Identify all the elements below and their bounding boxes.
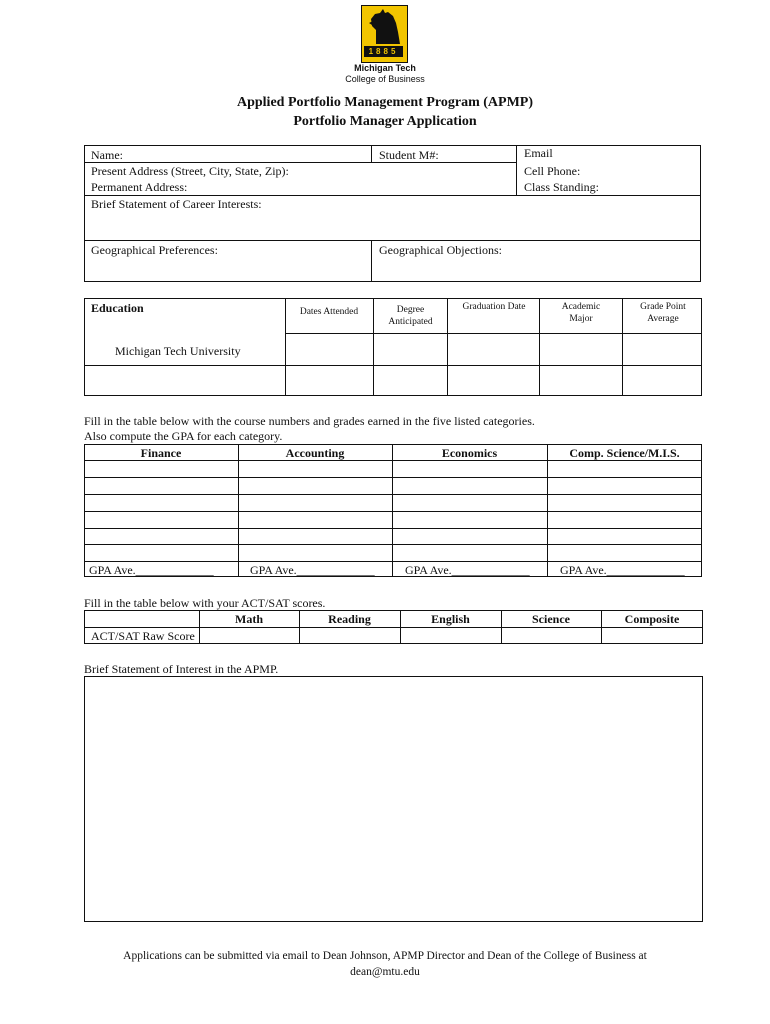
course-instructions: Fill in the table below with the course numbers and grades earned in the five listed categories. — [84, 414, 535, 428]
footer-email[interactable]: dean@mtu.edu — [350, 966, 420, 978]
permanent-address-field[interactable]: Permanent Address: — [91, 180, 188, 194]
col-science: Science — [532, 612, 570, 626]
divider — [447, 298, 448, 396]
gpa-finance[interactable]: GPA Ave._____________ — [89, 563, 214, 577]
geo-preferences-field[interactable]: Geographical Preferences: — [91, 243, 218, 257]
present-address-field[interactable]: Present Address (Street, City, State, Zip): — [91, 164, 289, 178]
divider — [84, 162, 517, 163]
student-id-field[interactable]: Student M#: — [379, 148, 439, 162]
gpa-header: Grade Point Average — [640, 302, 686, 324]
divider — [371, 145, 372, 163]
interest-label: Brief Statement of Interest in the APMP. — [84, 662, 279, 676]
divider — [84, 365, 702, 366]
education-header: Education — [91, 301, 144, 315]
divider — [84, 544, 702, 545]
col-math: Math — [235, 612, 263, 626]
career-interests-field[interactable]: Brief Statement of Career Interests: — [91, 197, 262, 211]
logo-text-university: Michigan Tech — [354, 63, 416, 73]
col-comp-science: Comp. Science/M.I.S. — [569, 446, 680, 460]
divider — [84, 511, 702, 512]
academic-major-header: Academic Major — [561, 302, 601, 324]
divider — [371, 240, 372, 282]
divider — [84, 477, 702, 478]
divider — [84, 494, 702, 495]
gpa-accounting[interactable]: GPA Ave._____________ — [250, 563, 375, 577]
divider — [84, 240, 701, 241]
divider — [84, 195, 701, 196]
raw-score-label: ACT/SAT Raw Score — [91, 629, 195, 643]
divider — [373, 298, 374, 396]
col-composite: Composite — [624, 612, 680, 626]
scores-instructions: Fill in the table below with your ACT/SAT scores. — [84, 596, 326, 610]
divider — [516, 145, 517, 195]
col-accounting: Accounting — [285, 446, 345, 460]
dates-attended-header: Dates Attended — [299, 307, 359, 317]
gpa-economics[interactable]: GPA Ave._____________ — [405, 563, 530, 577]
divider — [539, 298, 540, 396]
school-name: Michigan Tech University — [115, 344, 241, 358]
degree-anticipated-header: Degree Anticipated — [388, 305, 433, 327]
geo-objections-field[interactable]: Geographical Objections: — [379, 243, 502, 257]
col-economics: Economics — [441, 446, 498, 460]
col-english: English — [431, 612, 470, 626]
col-reading: Reading — [328, 612, 371, 626]
page-title: Applied Portfolio Management Program (APMP) — [236, 95, 533, 110]
divider — [622, 298, 623, 396]
divider — [84, 528, 702, 529]
logo-year: 1885 — [364, 46, 403, 57]
divider — [84, 627, 703, 628]
gpa-instructions: Also compute the GPA for each category. — [84, 429, 283, 443]
interest-textarea[interactable] — [84, 676, 703, 922]
divider — [285, 333, 702, 334]
col-finance: Finance — [140, 446, 182, 460]
graduation-date-header: Graduation Date — [462, 302, 526, 312]
gpa-comp-science[interactable]: GPA Ave._____________ — [560, 563, 685, 577]
divider — [84, 561, 702, 562]
email-field[interactable]: Email — [524, 146, 553, 160]
footer-text: Applications can be submitted via email to Dean Johnson, APMP Director and Dean of the College of Business at — [123, 950, 647, 962]
class-standing-field[interactable]: Class Standing: — [524, 180, 600, 194]
husky-icon — [362, 6, 407, 48]
logo-text-college: College of Business — [345, 74, 425, 84]
cell-phone-field[interactable]: Cell Phone: — [524, 164, 581, 178]
name-field[interactable]: Name: — [91, 148, 123, 162]
page-subtitle: Portfolio Manager Application — [293, 114, 477, 129]
